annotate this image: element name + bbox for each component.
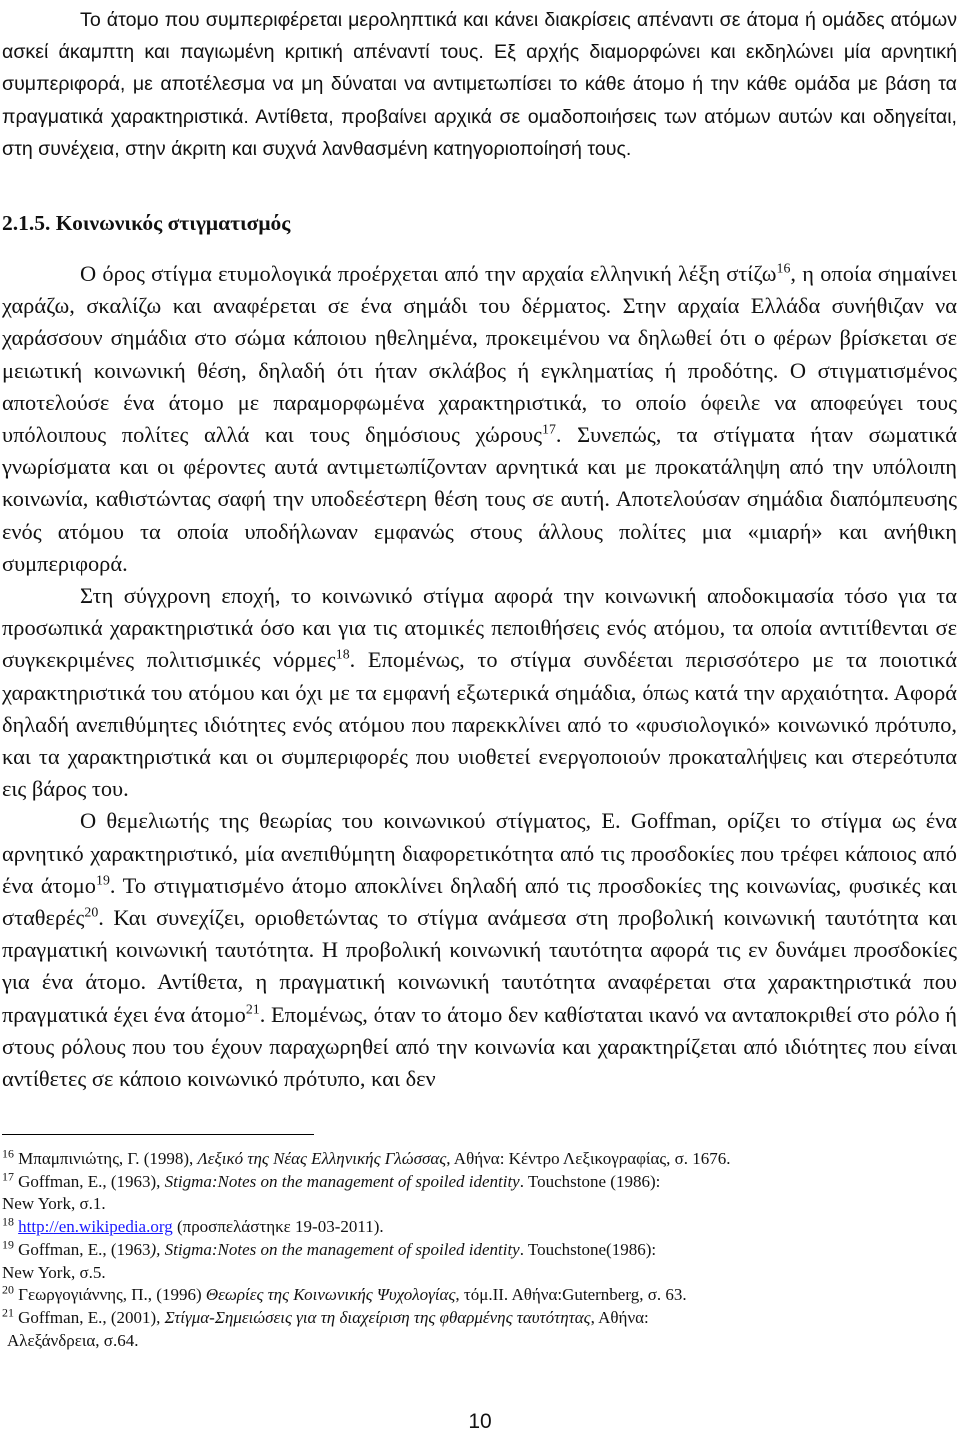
footnote-ref-21[interactable]: 21 bbox=[245, 1002, 260, 1018]
footnote-ref-19[interactable]: 19 bbox=[96, 873, 110, 889]
wikipedia-link[interactable]: http://en.wikipedia.org bbox=[18, 1217, 173, 1237]
section-body bbox=[2, 258, 957, 1095]
paragraph-modern-stigma: Στη σύγχρονη εποχή, το κοινωνικό στίγμα αφορά την κοινωνική αποδοκιμασία τόσο για τα προσωπικά χαρακτηριστικά όσο και για τις ατομικές πεποιθήσεις ενός ατόμου, τα οποία αντιτίθενται σε συγκεκριμένες πολιτισμικές νόρμες$^{18}$. Επομένως, το στίγμα συνδέεται περισσότερο με τα ποιοτικά χαρακτηριστικά του ατόμου και όχι με τα εμφανή εξωτερικά σημάδια, όπως κατά την αρχαιότητα. Αφορά δηλαδή ανεπιθύμητες ιδιότητες ενός ατόμου που παρεκκλίνει από το «φυσιολογικό» κοινωνικό πρότυπο, και τα χαρακτηριστικά και οι συμπεριφορές που υιοθετεί ενεργοποιούν προκαταλήψεις και στερεότυπα εις βάρος του. bbox=[2, 583, 957, 802]
footnote-ref-18[interactable]: 18 bbox=[335, 647, 350, 663]
footnote-16: $^{16}$ Μπαμπινιώτης, Γ. (1998), Λεξικό της Νέας Ελληνικής Γλώσσας, Αθήνα: Κέντρο Λεξικογραφίας, σ. 1676. bbox=[2, 1146, 731, 1168]
footnote-21: $^{21}$ Goffman, E., (2001), Στίγμα-Σημειώσεις για τη διαχείριση της φθαρμένης ταυτότητας, Αθήνα: Αλεξάνδρεια, σ.64. bbox=[2, 1305, 649, 1350]
section-heading: 2.1.5. Κοινωνικός στιγματισμός bbox=[2, 211, 291, 235]
footnote-ref-17[interactable]: 17 bbox=[542, 422, 556, 438]
footnote-20: $^{20}$ Γεωργογιάννης, Π., (1996) Θεωρίες της Κοινωνικής Ψυχολογίας, τόμ.ΙΙ. Αθήνα:Guternberg, σ. 63. bbox=[2, 1282, 687, 1305]
footnote-19: $^{19}$ Goffman, E., (1963), Stigma:Notes on the management of spoiled identity. Touchstone(1986): New York, σ.5. bbox=[2, 1237, 657, 1282]
footnote-ref-20[interactable]: 20 bbox=[84, 905, 99, 921]
paragraph-goffman-theory: Ο θεμελιωτής της θεωρίας του κοινωνικού στίγματος, E. Goffman, ορίζει το στίγμα ως ένα αρνητικό χαρακτηριστικό, μία ανεπιθύμητη διαφορετικότητα από τις προσδοκίες που τρέφει κάποιος από ένα άτομο$^{19}$. Το στιγματισμένο άτομο αποκλίνει δηλαδή από τις προσδοκίες της κοινωνίας, φυσικές και σταθερές$^{20}$. Και συνεχίζει, οριοθετώντας το στίγμα ανάμεσα στη προβολική κοινωνική ταυτότητα και πραγματική κοινωνική ταυτότητα. Η προβολική κοινωνική ταυτότητα αφορά τις εν δυνάμει προσδοκίες για ένα άτομο. Αντίθετα, η πραγματική κοινωνική ταυτότητα αναφέρεται στα χαρακτηριστικά που πραγματικά έχει ένα άτομο$^{21}$. Επομένως, όταν το άτομο δεν καθίσταται ικανό να ανταποκριθεί στο ρόλο ή στους ρόλους που του έχουν παραχωρηθεί από την κοινωνία και χαρακτηρίζεται από ιδιότητες που είναι αντίθετες σε κάποιο κοινωνικό πρότυπο, και δεν bbox=[2, 808, 957, 1092]
footnote-17: $^{17}$ Goffman, E., (1963), Stigma:Notes on the management of spoiled identity. Touchstone (1986): New York, σ.1. bbox=[2, 1169, 661, 1214]
footnote-ref-16[interactable]: 16 bbox=[776, 261, 791, 277]
footnote-18: $^{18}$ http://en.wikipedia.org (προσπελάστηκε 19-03-2011). bbox=[2, 1214, 384, 1237]
page-number: 10 bbox=[468, 1410, 492, 1433]
paragraph-stigma-etymology: Ο όρος στίγμα ετυμολογικά προέρχεται από την αρχαία ελληνική λέξη στίζω$^{16}$, η οποία σημαίνει χαράζω, σκαλίζω και αναφέρεται σε ένα σημάδι του δέρματος. Στην αρχαία Ελλάδα συνήθιζαν να χαράσσουν σημάδια στο σώμα κάποιου ηθελημένα, προκειμένου να δηλωθεί ότι ο φέρων βρίσκεται σε μειωτική κοινωνική θέση, δηλαδή ότι ήταν σκλάβος ή εγκληματίας ή προδότης. Ο στιγματισμένος αποτελούσε ένα άτομο με παραμορφωμένα χαρακτηριστικά, το οποίο όφειλε να αποφεύγει τους υπόλοιπους πολίτες αλλά και τους δημόσιους χώρους$^{17}$. Συνεπώς, τα στίγματα ήταν σωματικά γνωρίσματα και οι φέροντες αυτά αντιμετωπίζονταν αρνητικά και με προκατάληψη από την υπόλοιπη κοινωνία, καθιστώντας σαφή την υποδεέστερη θέση τους σε αυτή. Αποτελούσαν σημάδια διαπόμπευσης ενός ατόμου τα οποία υποδήλωναν εμφανώς στους άλλους πολίτες μια «μιαρή» και ανήθικη συμπεριφορά. bbox=[2, 261, 957, 576]
footnote-divider bbox=[2, 1134, 314, 1135]
intro-paragraph: Το άτομο που συμπεριφέρεται μεροληπτικά και κάνει διακρίσεις απέναντι σε άτομα ή ομάδες ατόμων ασκεί άκαμπτη και παγιωμένη κριτική απέναντί τους. Εξ αρχής διαμορφώνει και εκδηλώνει μία αρνητική συμπεριφορά, με αποτέλεσμα να μη δύναται να αντιμετωπίσει το κάθε άτομο ή την κάθε ομάδα με βάση τα πραγματικά χαρακτηριστικά. Αντίθετα, προβαίνει αρχικά σε ομαδοποιήσεις των ατόμων αυτών και οδηγείται, στη συνέχεια, στην άκριτη και συχνά λανθασμένη κατηγοριοποίησή τους. bbox=[2, 9, 957, 160]
footnotes bbox=[2, 1148, 942, 1352]
